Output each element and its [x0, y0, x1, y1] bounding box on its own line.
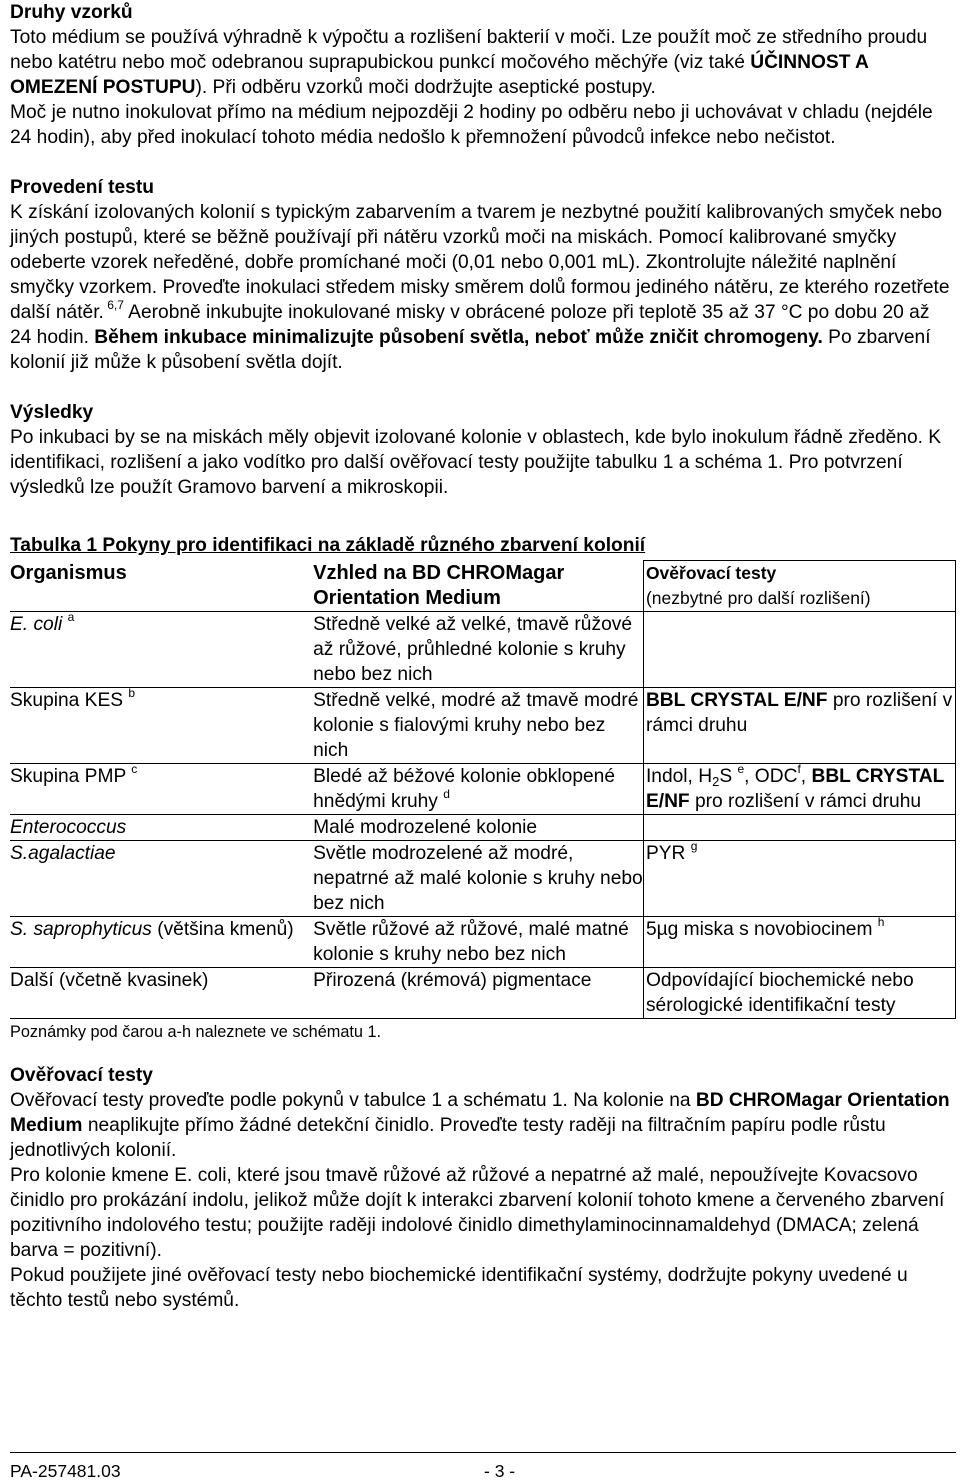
cell-organism: E. coli $^a$	[10, 612, 311, 688]
table-row	[10, 688, 956, 764]
heading-confirmatory-tests: Ověřovací testy	[10, 1065, 153, 1086]
table-row	[10, 764, 956, 815]
section-specimen-types	[10, 0, 954, 150]
header-organism: Organismus	[10, 561, 311, 612]
section-confirmatory-tests	[10, 1063, 954, 1313]
cell-tests: PYR $^g$	[643, 841, 955, 917]
cell-appearance: Přirozená (krémová) pigmentace	[311, 968, 643, 1019]
cell-tests: BBL CRYSTAL E/NF pro rozlišení v rámci druhu	[643, 688, 955, 764]
cell-tests: Indol, $H_2S$ $^e$, ODC$^f$, BBL CRYSTAL E/NF pro rozlišení v rámci druhu	[643, 764, 955, 815]
cell-tests: Odpovídající biochemické nebo sérologické identifikační testy	[643, 968, 955, 1019]
cell-tests	[643, 612, 955, 688]
document-code: PA-257481.03	[10, 1461, 121, 1481]
page-number: - 3 -	[484, 1461, 516, 1481]
cell-tests	[643, 815, 955, 841]
table-footnote: Poznámky pod čarou a-h naleznete ve schématu 1.	[10, 1023, 382, 1041]
table-row	[10, 841, 956, 917]
table-row	[10, 917, 956, 968]
cell-appearance: Světle růžové až růžové, malé matné kolonie s kruhy nebo bez nich	[311, 917, 643, 968]
section-results	[10, 400, 954, 500]
heading-procedure: Provedení testu	[10, 177, 154, 198]
identification-table	[10, 560, 956, 1019]
header-tests: Ověřovací testy (nezbytné pro další rozlišení)	[643, 561, 955, 612]
paragraph-specimen-1: Toto médium se používá výhradně k výpočtu a rozlišení bakterií v moči. Lze použít moč ze středního proudu nebo katétru nebo moč odebranou suprapubickou punkcí močového měchýře (viz také ÚČINNOST A OMEZENÍ POSTUPU). Při odběru vzorků moči dodržujte aseptické postupy.	[10, 27, 928, 98]
cell-appearance: Světle modrozelené až modré, nepatrné až malé kolonie s kruhy nebo bez nich	[311, 841, 643, 917]
cell-appearance: Malé modrozelené kolonie	[311, 815, 643, 841]
table-row	[10, 815, 956, 841]
heading-results: Výsledky	[10, 402, 94, 423]
cell-organism: Další (včetně kvasinek)	[10, 968, 311, 1019]
paragraph-confirmatory-3: Pokud použijete jiné ověřovací testy nebo biochemické identifikační systémy, dodržujte pokyny uvedené u těchto testů nebo systémů.	[10, 1265, 908, 1311]
paragraph-confirmatory-2: Pro kolonie kmene E. coli, které jsou tmavě růžové až růžové a nepatrné až malé, nepoužívejte Kovacsovo činidlo pro prokázání indolu, jelikož může dojít k interakci zbarvení kolonií tohoto kmene a červeného zbarvení pozitivního indolového testu; použijte raději indolové činidlo dimethylaminocinnamaldehyd (DMACA; zelená barva = pozitivní).	[10, 1165, 945, 1261]
header-appearance: Vzhled na BD CHROMagar Orientation Medium	[311, 561, 643, 612]
paragraph-procedure: K získání izolovaných kolonií s typickým zabarvením a tvarem je nezbytné použití kalibrovaných smyček nebo jiných postupů, které se běžně používají při nátěru vzorků moči na miskách. Pomocí kalibrované smyčky odeberte vzorek neředěné, dobře promíchané moči (0,01 nebo 0,001 mL). Zkontrolujte náležité naplnění smyčky vzorkem. Proveďte inokulaci středem misky směrem dolů formou jediného nátěru, ze kterého rozetřete další nátěr. $^{6,7}$ Aerobně inkubujte inokulované misky v obrácené poloze při teplotě 35 až 37 °C po dobu 20 až 24 hodin. Během inkubace minimalizujte působení světla, neboť může zničit chromogeny. Po zbarvení kolonií již může k působení světla dojít.	[10, 202, 950, 373]
table-header-row	[10, 561, 956, 612]
section-procedure	[10, 175, 954, 375]
paragraph-confirmatory-1: Ověřovací testy proveďte podle pokynů v tabulce 1 a schématu 1. Na kolonie na BD CHROMagar Orientation Medium neaplikujte přímo žádné detekční činidlo. Proveďte testy raději na filtračním papíru podle růstu jednotlivých kolonií.	[10, 1090, 950, 1161]
heading-specimen-types: Druhy vzorků	[10, 2, 133, 23]
document-page	[10, 0, 954, 1481]
table-caption: Tabulka 1 Pokyny pro identifikaci na základě různého zbarvení kolonií	[10, 535, 646, 556]
table-row	[10, 968, 956, 1019]
cell-appearance: Středně velké až velké, tmavě růžové až růžové, průhledné kolonie s kruhy nebo bez nich	[311, 612, 643, 688]
cell-tests: 5µg miska s novobiocinem $^h$	[643, 917, 955, 968]
cell-organism: S.agalactiae	[10, 841, 311, 917]
cell-appearance: Středně velké, modré až tmavě modré kolonie s fialovými kruhy nebo bez nich	[311, 688, 643, 764]
paragraph-specimen-2: Moč je nutno inokulovat přímo na médium nejpozději 2 hodiny po odběru nebo ji uchovávat v chladu (nejdéle 24 hodin), aby před inokulací tohoto média nedošlo k přemnožení původců infekce nebo nečistot.	[10, 102, 933, 148]
paragraph-results: Po inkubaci by se na miskách měly objevit izolované kolonie v oblastech, kde bylo inokulum řádně zředěno. K identifikaci, rozlišení a jako vodítko pro další ověřovací testy použijte tabulku 1 a schéma 1. Pro potvrzení výsledků lze použít Gramovo barvení a mikroskopii.	[10, 427, 942, 498]
cell-appearance: Bledé až béžové kolonie obklopené hnědými kruhy $^d$	[311, 764, 643, 815]
cell-organism: Skupina KES $^b$	[10, 688, 311, 764]
cell-organism: Enterococcus	[10, 815, 311, 841]
cell-organism: S. saprophyticus (většina kmenů)	[10, 917, 311, 968]
cell-organism: Skupina PMP $^c$	[10, 764, 311, 815]
page-footer	[10, 1452, 956, 1483]
table-row	[10, 612, 956, 688]
